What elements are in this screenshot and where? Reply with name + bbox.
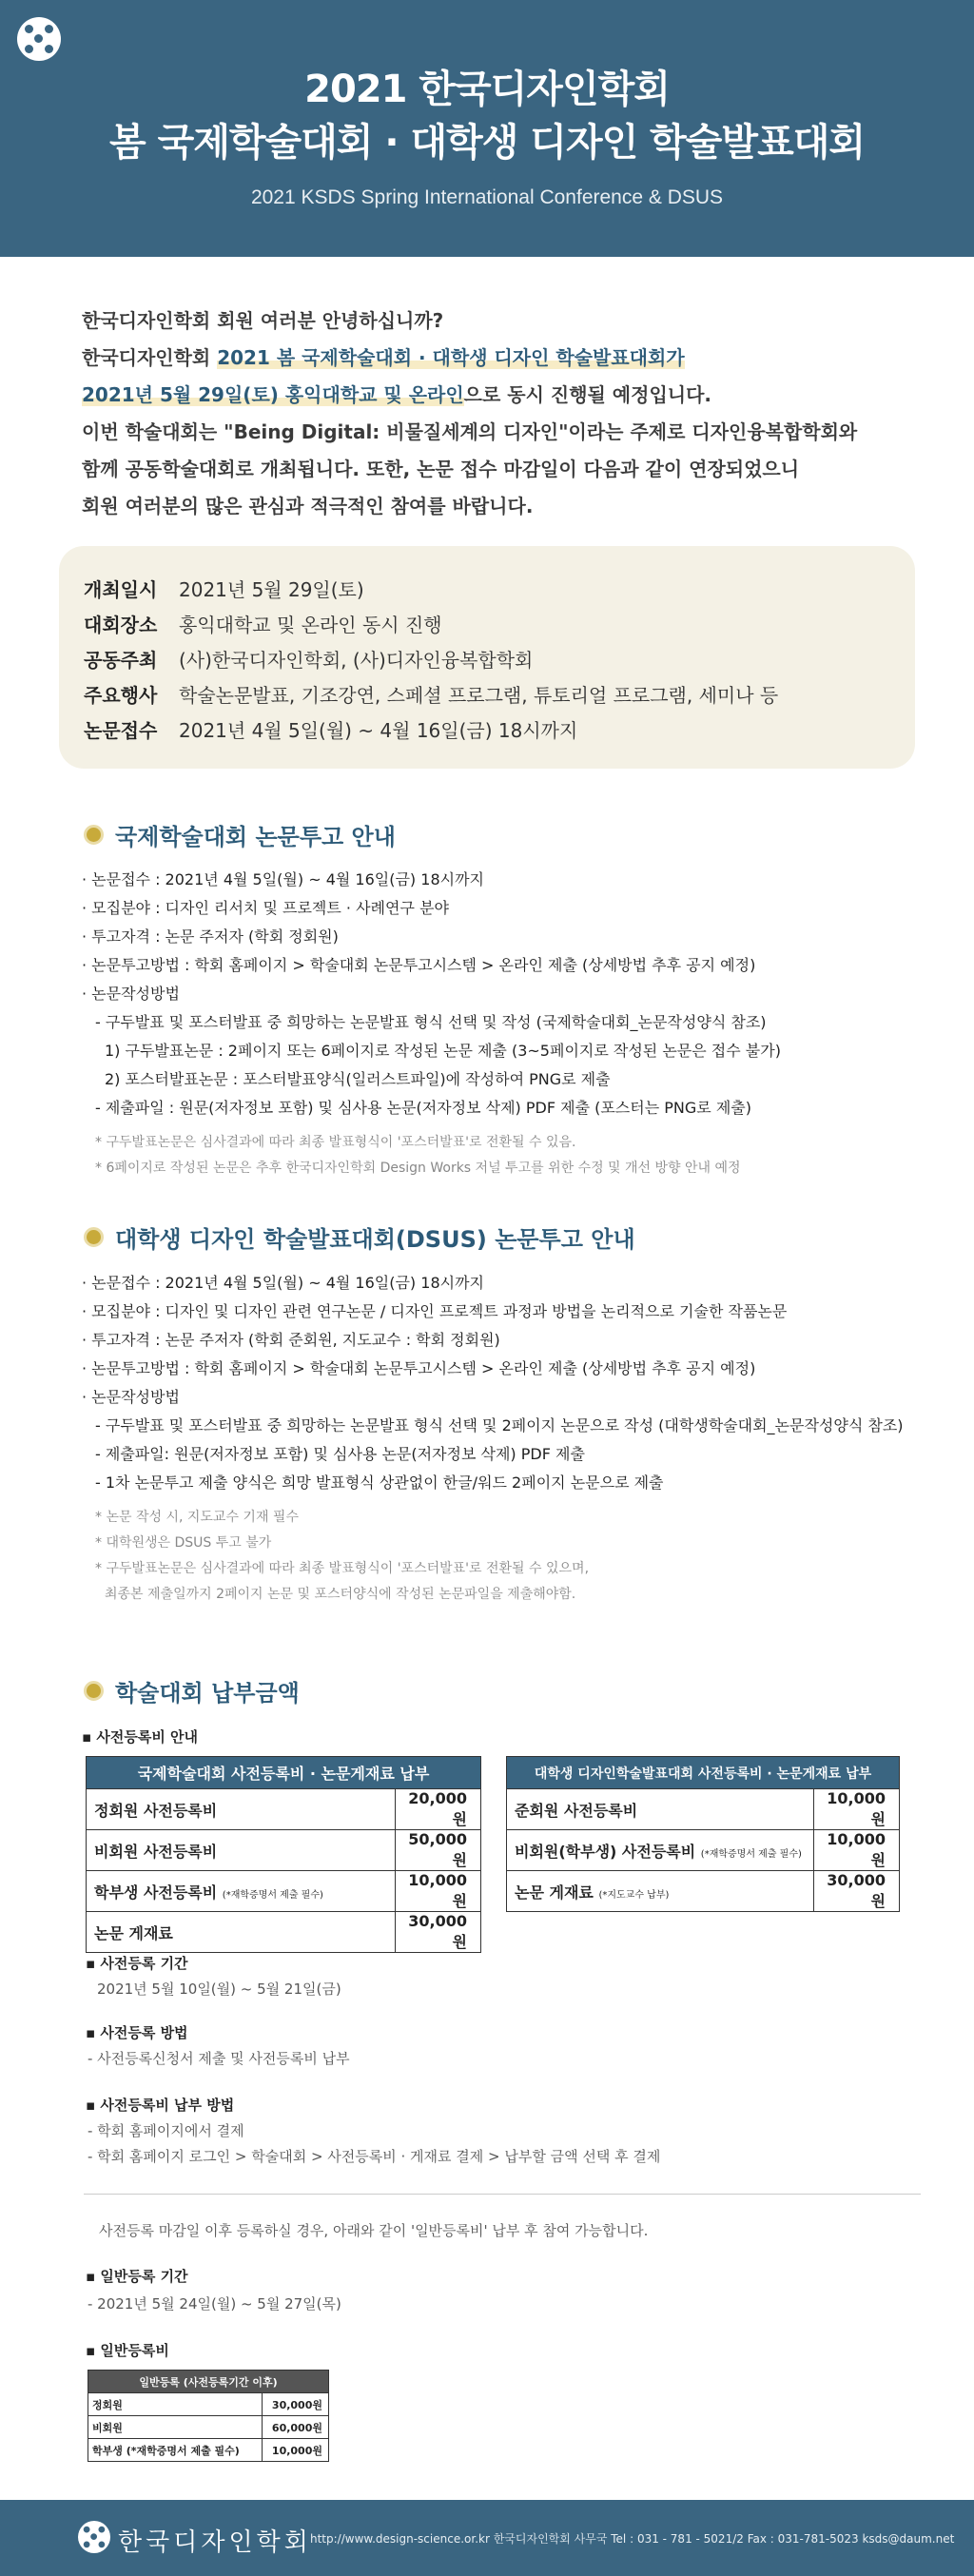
info-row [84, 606, 915, 641]
info-key: 개최일시 [84, 578, 158, 601]
prereg-label: ▪ 사전등록비 안내 [82, 1728, 199, 1746]
table-row [87, 1871, 481, 1912]
table-header: 국제학술대회 사전등록비 · 논문게재료 납부 [87, 1757, 481, 1789]
late-registration-note: 사전등록 마감일 이후 등록하실 경우, 아래와 같이 '일반등록비' 납부 후 참여 가능합니다. [99, 2222, 649, 2239]
intro-text-part: 한국디자인학회 [82, 346, 218, 369]
general-period-label: ▪ 일반등록 기간 [86, 2268, 188, 2285]
general-fee-table [88, 2370, 329, 2462]
intro-line [82, 340, 919, 377]
note-text: * 구두발표논문은 심사결과에 따라 최종 발표형식이 '포스터발표'로 전환될 수 있으며, [95, 1561, 590, 1576]
fee-label: 학부생 (*재학증명서 제출 필수) [88, 2439, 263, 2462]
fee-label-text: 논문 게재료 [94, 1923, 173, 1942]
note-text: * 논문 작성 시, 지도교수 기재 필수 [95, 1510, 299, 1525]
fee-label [507, 1871, 814, 1912]
prereg-method-label: ▪ 사전등록 방법 [86, 2024, 188, 2041]
note-text: * 6페이지로 작성된 논문은 추후 한국디자인학회 Design Works 저널 투고를 위한 수정 및 개선 방향 안내 예정 [95, 1161, 741, 1176]
intro-line: 이번 학술대회는 "Being Digital: 비물질세계의 디자인"이라는 주제로 디자인융복합학회와 [82, 420, 858, 443]
list-sub-item: - 제출파일: 원문(저자정보 포함) 및 심사용 논문(저자정보 삭제) PDF 제출 [95, 1445, 585, 1463]
list-item: · 논문접수 : 2021년 4월 5일(월) ~ 4월 16일(금) 18시까지 [82, 1274, 484, 1292]
event-info-box [59, 546, 915, 769]
table-row [88, 2393, 329, 2416]
intro-highlight: 2021년 5월 29일(토) 홍익대학교 및 온라인 [82, 383, 464, 406]
page-header [0, 0, 974, 257]
general-fee-label: ▪ 일반등록비 [86, 2342, 169, 2359]
section-title-dsus [84, 1220, 635, 1254]
page-footer [0, 2500, 974, 2576]
info-key: 대회장소 [84, 614, 158, 636]
bullet-dot-icon [84, 1227, 104, 1247]
prereg-period-value: 2021년 5월 10일(월) ~ 5월 21일(금) [97, 1981, 341, 1998]
fee-label: 비회원 [88, 2416, 263, 2439]
info-value: (사)한국디자인학회, (사)디자인융복합학회 [179, 649, 534, 672]
intro-line: 회원 여러분의 많은 관심과 적극적인 참여를 바랍니다. [82, 495, 534, 517]
list-item: · 모집분야 : 디자인 리서치 및 프로젝트 · 사례연구 분야 [82, 899, 449, 917]
info-row [84, 712, 915, 747]
list-item: · 투고자격 : 논문 주저자 (학회 준회원, 지도교수 : 학회 정회원) [82, 1331, 500, 1349]
info-row [84, 641, 915, 676]
fee-amount: 30,000원 [814, 1871, 900, 1912]
info-key: 논문접수 [84, 719, 158, 742]
fee-amount: 10,000원 [263, 2439, 329, 2462]
fee-label-text: 비회원(학부생) 사전등록비 [515, 1842, 696, 1861]
dsus-fee-table [506, 1756, 900, 1912]
list-item: · 논문작성방법 [82, 1388, 180, 1406]
section-title-text: 학술대회 납부금액 [115, 1680, 300, 1707]
international-guide-list [82, 866, 938, 1181]
intro-line: 한국디자인학회 회원 여러분 안녕하십니까? [82, 309, 444, 332]
list-sub-item: 1) 구두발표논문 : 2페이지 또는 6페이지로 작성된 논문 제출 (3~5페이지로 작성된 논문은 접수 불가) [105, 1042, 781, 1060]
fee-amount: 10,000원 [396, 1871, 481, 1912]
prereg-period-label: ▪ 사전등록 기간 [86, 1955, 188, 1972]
footer-contact-info: http://www.design-science.or.kr 한국디자인학회 사무국 Tel : 031 - 781 - 5021/2 Fax : 031-781-5023 ksds@daum.net [310, 2532, 955, 2546]
fee-amount: 30,000원 [396, 1912, 481, 1953]
list-item: · 논문작성방법 [82, 985, 180, 1003]
fee-label: 정회원 [88, 2393, 263, 2416]
fee-label [87, 1912, 396, 1953]
fee-note: (*재학증명서 제출 필수) [222, 1889, 323, 1901]
fee-label-text: 비회원 사전등록비 [94, 1842, 218, 1861]
ksds-logo-icon [78, 2521, 110, 2553]
list-sub-item: - 구두발표 및 포스터발표 중 희망하는 논문발표 형식 선택 및 작성 (국제학술대회_논문작성양식 참조) [95, 1013, 767, 1031]
intro-text-part: 으로 동시 진행될 예정입니다. [463, 383, 711, 406]
table-row [507, 1789, 900, 1830]
intro-text [82, 302, 919, 525]
fee-amount: 30,000원 [263, 2393, 329, 2416]
fee-amount: 10,000원 [814, 1830, 900, 1871]
list-item: · 투고자격 : 논문 주저자 (학회 정회원) [82, 927, 339, 946]
info-value: 2021년 4월 5일(월) ~ 4월 16일(금) 18시까지 [179, 719, 578, 742]
table-row [88, 2416, 329, 2439]
fee-label-text: 정회원 사전등록비 [94, 1801, 218, 1820]
info-key: 주요행사 [84, 684, 158, 707]
prereg-pay-value: - 학회 홈페이지 로그인 > 학술대회 > 사전등록비 · 게재료 결제 > 납부할 금액 선택 후 결제 [88, 2148, 661, 2165]
table-header: 대학생 디자인학술발표대회 사전등록비 · 논문게재료 납부 [507, 1757, 900, 1789]
info-key: 공동주최 [84, 649, 158, 672]
table-row [87, 1789, 481, 1830]
fee-label [507, 1830, 814, 1871]
intro-line: 함께 공동학술대회로 개최됩니다. 또한, 논문 접수 마감일이 다음과 같이 연장되었으니 [82, 458, 800, 480]
section-title-fees [84, 1674, 300, 1708]
fee-label [87, 1789, 396, 1830]
section-title-international [84, 818, 396, 851]
table-row [507, 1871, 900, 1912]
fee-amount: 60,000원 [263, 2416, 329, 2439]
fee-label [87, 1871, 396, 1912]
note-text: 최종본 제출일까지 2페이지 논문 및 포스터양식에 작성된 논문파일을 제출해야함. [105, 1587, 576, 1602]
footer-org-name: 한국디자인학회 [118, 2528, 312, 2557]
ksds-logo-icon [17, 17, 61, 61]
dsus-guide-list [82, 1269, 938, 1608]
fee-note: (*재학증명서 제출 필수) [700, 1848, 802, 1860]
fee-amount: 50,000원 [396, 1830, 481, 1871]
fee-amount: 20,000원 [396, 1789, 481, 1830]
table-row [87, 1830, 481, 1871]
bullet-dot-icon [84, 1681, 104, 1701]
table-header: 일반등록 (사전등록기간 이후) [88, 2371, 329, 2393]
note-text: * 구두발표논문은 심사결과에 따라 최종 발표형식이 '포스터발표'로 전환될 수 있음. [95, 1135, 576, 1150]
list-sub-item: 2) 포스터발표논문 : 포스터발표양식(일러스트파일)에 작성하여 PNG로 제출 [105, 1070, 611, 1088]
page-title-line1: 2021 한국디자인학회 [304, 68, 670, 111]
list-item: · 논문투고방법 : 학회 홈페이지 > 학술대회 논문투고시스템 > 온라인 제출 (상세방법 추후 공지 예정) [82, 956, 756, 974]
fee-note: (*지도교수 납부) [598, 1889, 670, 1901]
section-title-text: 대학생 디자인 학술발표대회(DSUS) 논문투고 안내 [115, 1226, 635, 1253]
bullet-dot-icon [84, 825, 104, 845]
info-value: 홍익대학교 및 온라인 동시 진행 [179, 614, 442, 636]
table-row [87, 1912, 481, 1953]
prereg-pay-label: ▪ 사전등록비 납부 방법 [86, 2097, 235, 2114]
general-period-value: - 2021년 5월 24일(월) ~ 5월 27일(목) [88, 2295, 341, 2313]
note-text: * 대학원생은 DSUS 투고 불가 [95, 1535, 272, 1551]
prereg-pay-value: - 학회 홈페이지에서 결제 [88, 2122, 244, 2139]
table-row [88, 2439, 329, 2462]
section-title-text: 국제학술대회 논문투고 안내 [115, 824, 396, 850]
fee-label [87, 1830, 396, 1871]
list-item: · 논문투고방법 : 학회 홈페이지 > 학술대회 논문투고시스템 > 온라인 제출 (상세방법 추후 공지 예정) [82, 1359, 756, 1377]
international-fee-table [86, 1756, 481, 1953]
page-subtitle: 2021 KSDS Spring International Conference & DSUS [250, 186, 724, 208]
list-sub-item: - 제출파일 : 원문(저자정보 포함) 및 심사용 논문(저자정보 삭제) PDF 제출 (포스터는 PNG로 제출) [95, 1099, 751, 1117]
fee-label-text: 학부생 사전등록비 [94, 1883, 218, 1902]
info-value: 학술논문발표, 기조강연, 스페셜 프로그램, 튜토리얼 프로그램, 세미나 등 [179, 684, 779, 707]
prereg-method-value: - 사전등록신청서 제출 및 사전등록비 납부 [88, 2050, 350, 2067]
info-row [84, 571, 915, 606]
intro-line [82, 377, 919, 414]
fee-label [507, 1789, 814, 1830]
list-sub-item: - 구두발표 및 포스터발표 중 희망하는 논문발표 형식 선택 및 2페이지 논문으로 작성 (대학생학술대회_논문작성양식 참조) [95, 1416, 904, 1434]
info-value: 2021년 5월 29일(토) [179, 578, 364, 601]
page-title-line2: 봄 국제학술대회 · 대학생 디자인 학술발표대회 [109, 121, 865, 165]
list-sub-item: - 1차 논문투고 제출 양식은 희망 발표형식 상관없이 한글/워드 2페이지 논문으로 제출 [95, 1473, 664, 1492]
table-row [507, 1830, 900, 1871]
section-divider [84, 2194, 921, 2195]
list-item: · 모집분야 : 디자인 및 디자인 관련 연구논문 / 디자인 프로젝트 과정과 방법을 논리적으로 기술한 작품논문 [82, 1302, 788, 1320]
fee-label-text: 논문 게재료 [515, 1883, 594, 1902]
info-row [84, 676, 915, 712]
list-item: · 논문접수 : 2021년 4월 5일(월) ~ 4월 16일(금) 18시까지 [82, 870, 484, 888]
fee-label-text: 준회원 사전등록비 [515, 1801, 638, 1820]
intro-highlight: 2021 봄 국제학술대회 · 대학생 디자인 학술발표대회가 [217, 346, 685, 369]
fee-amount: 10,000원 [814, 1789, 900, 1830]
